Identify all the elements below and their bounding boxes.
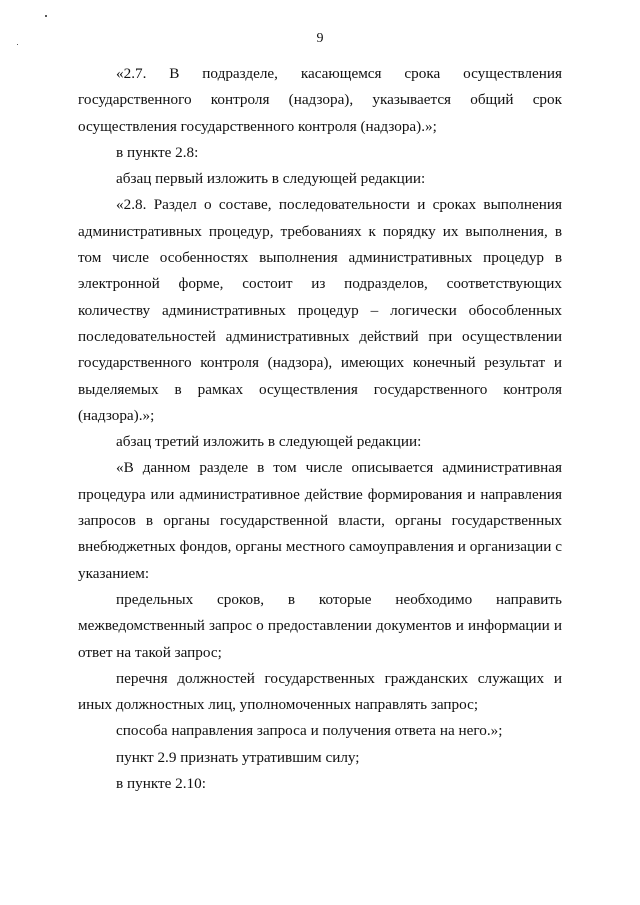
paragraph-third-abzac: абзац третий изложить в следующей редакции: xyxy=(116,433,422,451)
paragraph-section-description: «В данном разделе в том числе описывается административная процедура или административное действие формирования и направления запросов в органы государственной власти, органы государственных внебюджетных фондов, органы местного самоуправления и организации с указанием: xyxy=(78,459,562,582)
paragraph-point-2-10: в пункте 2.10: xyxy=(116,775,206,793)
paragraph-first-abzac: абзац первый изложить в следующей редакции: xyxy=(116,170,426,188)
page-number: 9 xyxy=(316,31,324,46)
paragraph-method: способа направления запроса и получения ответа на него.»; xyxy=(116,722,503,740)
scan-speck xyxy=(45,15,47,17)
paragraph-point-2-9: пункт 2.9 признать утратившим силу; xyxy=(116,748,360,766)
document-body xyxy=(78,61,562,797)
paragraph-positions: перечня должностей государственных гражданских служащих и иных должностных лиц, уполномоченных направлять запрос; xyxy=(78,669,562,714)
paragraph-2-7: «2.7. В подразделе, касающемся срока осуществления государственного контроля (надзора), указывается общий срок осуществления государственного контроля (надзора).»; xyxy=(78,65,562,135)
paragraph-point-2-8: в пункте 2.8: xyxy=(116,143,199,161)
paragraph-deadlines: предельных сроков, в которые необходимо направить межведомственный запрос о предоставлении документов и информации и ответ на такой запрос; xyxy=(78,590,562,661)
paragraph-2-8: «2.8. Раздел о составе, последовательности и сроках выполнения административных процедур, требованиях к порядку их выполнения, в том числе особенностях выполнения административных процедур в электронной форме, состоит из подразделов, соответствующих количеству административных процедур – логически обособленных последовательностей административных действий при осуществлении государственного контроля (надзора), имеющих конечный результат и выделяемых в рамках осуществления государственного контроля (надзора).»; xyxy=(78,196,562,424)
